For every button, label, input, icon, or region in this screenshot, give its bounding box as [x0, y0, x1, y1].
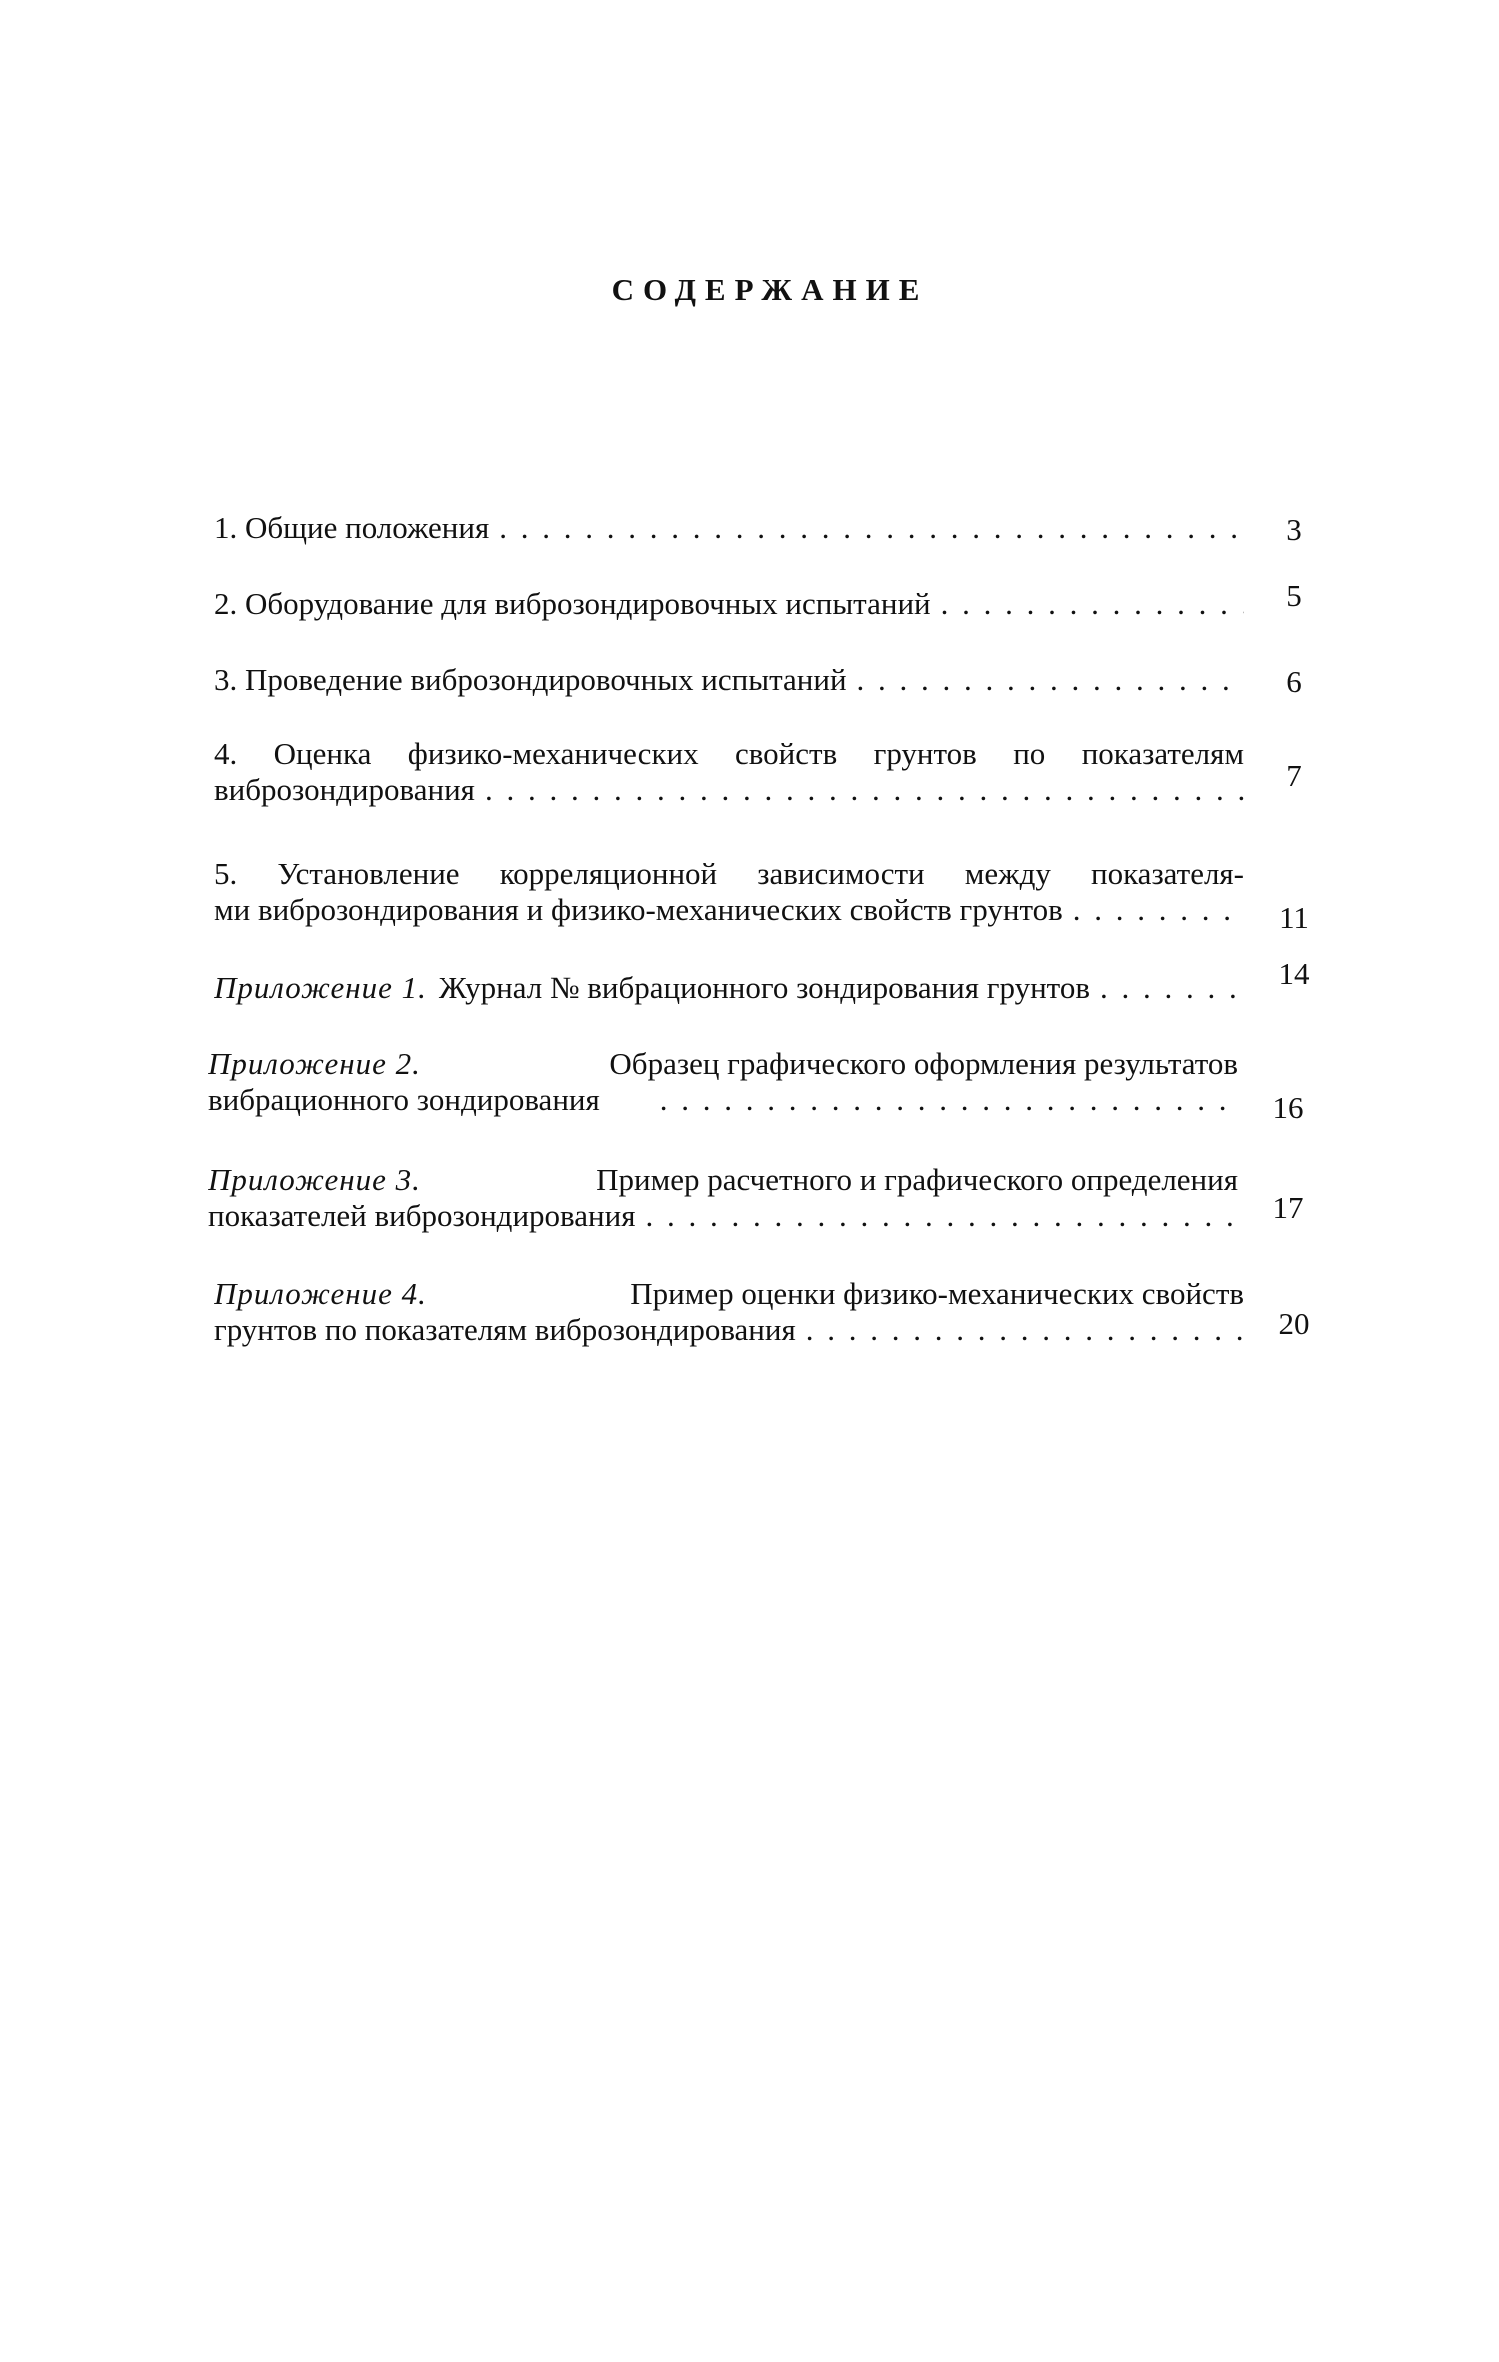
toc-entry-title-line: Пример оценки физико-механических свойств: [630, 1276, 1244, 1311]
dot-leader: [499, 510, 1244, 546]
toc-entry[interactable]: [214, 662, 1324, 698]
toc-entry-title-line: 4. Оценка физико-механических свойств грунтов по показателям: [214, 736, 1244, 771]
dot-leader: [645, 1198, 1238, 1234]
toc-entry-title: Журнал № вибрационного зондирования грунтов: [438, 970, 1090, 1005]
appendix-label: Приложение 3.: [208, 1162, 421, 1197]
toc-page-number: 16: [1272, 1090, 1304, 1125]
toc-page-number: 7: [1286, 758, 1302, 793]
toc-page-number: 17: [1272, 1190, 1304, 1225]
appendix-label: Приложение 4.: [214, 1276, 427, 1311]
toc-entry-title: 3. Проведение виброзондировочных испытаний: [214, 662, 847, 697]
toc-entry-appendix[interactable]: [208, 1162, 1318, 1234]
toc-entry-title: 2. Оборудование для виброзондировочных испытаний: [214, 586, 931, 621]
toc-entry-title-continuation: виброзондирования: [214, 772, 475, 807]
dot-leader: [1073, 892, 1244, 928]
toc-entry-title-line: Пример расчетного и графического определения: [596, 1162, 1238, 1197]
dot-leader: [660, 1082, 1238, 1118]
dot-leader: [485, 772, 1244, 808]
dot-leader: [806, 1312, 1244, 1348]
toc-entry-title: 1. Общие положения: [214, 510, 490, 545]
toc-page-number: 14: [1278, 956, 1310, 991]
toc-entry-appendix[interactable]: [208, 1046, 1318, 1125]
toc-page-number: 6: [1286, 664, 1302, 699]
toc-page-number: 11: [1279, 900, 1309, 935]
toc-entry-title-continuation: ми виброзондирования и физико-механических свойств грунтов: [214, 892, 1063, 927]
dot-leader: [1100, 970, 1244, 1006]
toc-entry-title-line: Образец графического оформления результатов: [609, 1046, 1238, 1081]
toc-entry-appendix[interactable]: [214, 1276, 1324, 1348]
toc-entry-title-continuation: показателей виброзондирования: [208, 1198, 636, 1233]
toc-entry-appendix[interactable]: [214, 956, 1324, 1006]
toc-page-number: 3: [1286, 512, 1302, 547]
toc-entry[interactable]: [214, 736, 1324, 808]
toc-entry-title-line: 5. Установление корреляционной зависимости между показателя-: [214, 856, 1244, 891]
toc-page-number: 20: [1278, 1306, 1310, 1341]
toc-entry-title-continuation: грунтов по показателям виброзондирования: [214, 1312, 796, 1347]
toc-entry-title-continuation: вибрационного зондирования: [208, 1082, 600, 1117]
dot-leader: [941, 586, 1244, 622]
table-of-contents: [208, 510, 1324, 1348]
appendix-label: Приложение 2.: [208, 1046, 421, 1081]
toc-entry[interactable]: [214, 856, 1324, 935]
appendix-label: Приложение 1.: [214, 970, 427, 1005]
toc-entry[interactable]: [214, 510, 1324, 546]
page-title: СОДЕРЖАНИЕ: [611, 272, 929, 307]
dot-leader: [857, 662, 1244, 698]
toc-page-number: 5: [1286, 578, 1302, 613]
toc-entry[interactable]: [214, 578, 1324, 622]
